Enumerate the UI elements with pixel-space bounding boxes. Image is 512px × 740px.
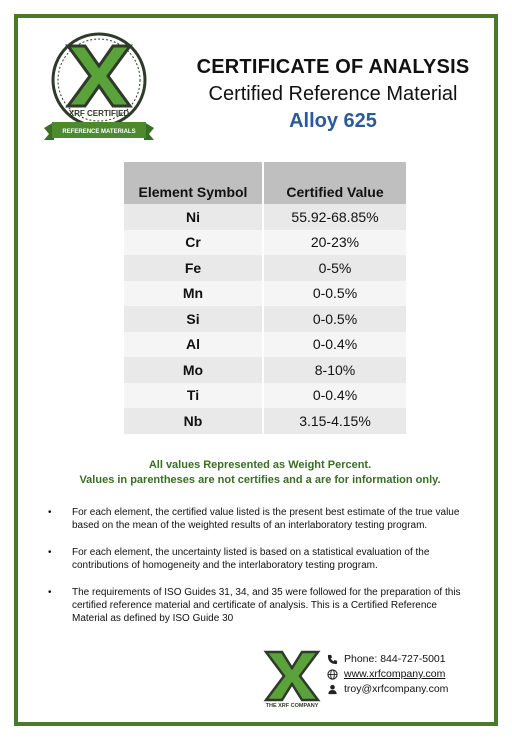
element-symbol: Fe [124,255,263,281]
table-row [124,255,406,281]
certified-value: 0-5% [263,255,406,281]
element-symbol: Cr [124,230,263,256]
element-symbol: Mn [124,281,263,307]
bullet-icon: • [48,507,52,518]
note-line-1: All values Represented as Weight Percent. [148,459,372,471]
col-header-symbol: Element Symbol [124,162,263,204]
certified-value: 20-23% [263,230,406,256]
svg-text:THE XRF COMPANY: THE XRF COMPANY [265,703,319,708]
table-row [124,230,406,256]
certified-value: 0-0.5% [263,306,406,332]
bullet-icon: • [48,547,52,558]
table-row [124,332,406,358]
xrf-certified-seal-logo [40,28,158,150]
col-header-value: Certified Value [263,162,406,204]
bullet-text: For each element, the uncertainty listed is based on a statistical evaluation of the contributions of homogeneity and the interlaboratory testing program. [72,547,430,571]
table-row [124,408,406,434]
email-row [324,682,448,697]
table-row [124,204,406,230]
certified-value: 8-10% [263,357,406,383]
table-row [124,383,406,409]
website-row [324,667,448,682]
bullet-text: For each element, the certified value listed is the present best estimate of the true value based on the mean of the weighted results of an interlaboratory testing program. [72,507,460,531]
alloy-name: Alloy 625 [289,110,377,132]
phone-number: Phone: 844-727-5001 [344,653,446,665]
table-row [124,281,406,307]
header [188,56,478,133]
website-link[interactable]: www.xrfcompany.com [344,668,446,680]
list-item [48,506,468,532]
page-subtitle: Certified Reference Material [208,83,458,105]
element-symbol: Mo [124,357,263,383]
phone-icon [324,654,340,665]
certified-value: 3.15-4.15% [263,408,406,434]
contact-info [324,652,448,697]
list-item [48,546,468,572]
phone-row [324,652,448,667]
certified-value: 55.92-68.85% [263,204,406,230]
weight-percent-note [38,458,482,488]
certified-value: 0-0.4% [263,383,406,409]
table-row [124,357,406,383]
certificate-frame [14,14,498,726]
email-address: troy@xrfcompany.com [344,683,449,695]
svg-text:XRF CERTIFIED: XRF CERTIFIED [68,109,130,118]
bullet-icon: • [48,587,52,598]
element-symbol: Ti [124,383,263,409]
note-line-2: Values in parentheses are not certifies and a are for information only. [79,474,441,486]
bullet-text: The requirements of ISO Guides 31, 34, and 35 were followed for the preparation of this certified reference material and certificate of analysis. This is a Certified Reference Material as defined by ISO Guide 30 [72,587,461,624]
svg-text:REFERENCE MATERIALS: REFERENCE MATERIALS [62,129,136,135]
xrf-company-logo [262,650,322,708]
certified-value: 0-0.5% [263,281,406,307]
table-row [124,306,406,332]
notes-list [48,506,468,639]
element-symbol: Al [124,332,263,358]
element-symbol: Nb [124,408,263,434]
list-item [48,586,468,625]
table-header-row [124,162,406,204]
globe-icon [324,669,340,680]
user-icon [324,684,340,695]
page-title: CERTIFICATE OF ANALYSIS [196,56,470,78]
element-symbol: Ni [124,204,263,230]
certified-values-table [124,162,406,434]
certified-value: 0-0.4% [263,332,406,358]
element-symbol: Si [124,306,263,332]
